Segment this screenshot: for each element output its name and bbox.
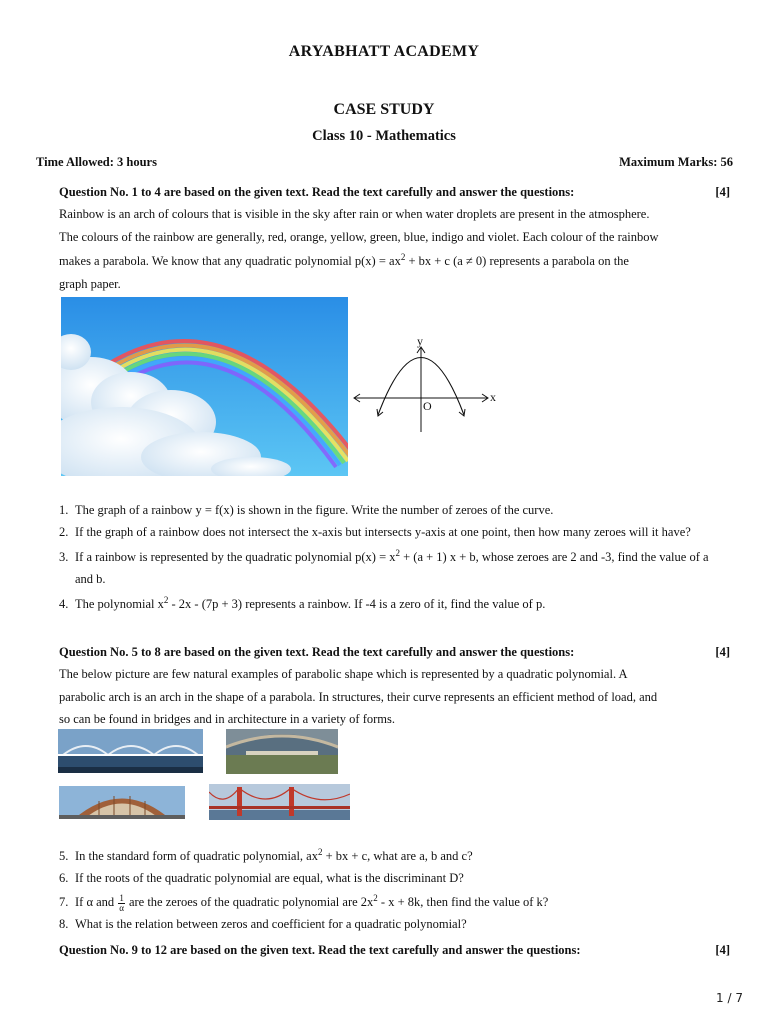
section2-marks: [4] [715, 645, 730, 659]
school-name: ARYABHATT ACADEMY [288, 43, 480, 60]
tunnel-arch-photo [226, 729, 338, 774]
arch-bridge-photo [58, 729, 203, 773]
section3-heading [59, 943, 730, 958]
question-5: 5. In the standard form of quadratic polynomial, $ax^2$ + bx + c, what are a, b and c? [59, 847, 473, 863]
page-number: 1 / 7 [716, 991, 743, 1005]
section2-heading [59, 645, 730, 660]
section3-heading-text: Question No. 9 to 12 are based on the given text. Read the text carefully and answer the questions: [59, 943, 581, 957]
section1-marks: [4] [715, 185, 730, 199]
passage-line: graph paper. [59, 277, 121, 291]
section1-passage [59, 203, 719, 294]
page-title: CASE STUDY [333, 101, 435, 118]
section1-heading [59, 185, 730, 200]
question-7: 7. If α and $\frac{1}{\alpha}$ are the zeroes of the quadratic polynomial are $2x^2 - x + 8k$, then find the value of k? [59, 892, 549, 913]
question-2: 2. If the graph of a rainbow does not intersect the x-axis but intersects y-axis at one point, then how many zeroes will it have? [59, 525, 691, 539]
question-8: 8. What is the relation between zeros and coefficient for a quadratic polynomial? [59, 917, 467, 931]
question-6: 6. If the roots of the quadratic polynomial are equal, what is the discriminant D? [59, 871, 464, 885]
passage-line: makes a parabola. We know that any quadratic polynomial $p(x) = ax^2$ + bx + c (a ≠ 0) represents a parabola on the [59, 252, 629, 268]
passage-line: The below picture are few natural examples of parabolic shape which is represented by a quadratic polynomial. A [59, 667, 628, 681]
question-1: 1. The graph of a rainbow y = f(x) is shown in the figure. Write the number of zeroes of the curve. [59, 503, 554, 517]
section2-passage [59, 663, 719, 731]
graph-origin-label: O [423, 399, 432, 413]
section3-marks: [4] [715, 943, 730, 957]
question-3: 3. If a rainbow is represented by the quadratic polynomial $p(x) = x^2 + (a + 1) x + b$, whose zeroes are 2 and -3, find the value of a and b. [59, 548, 709, 586]
fraction-one-over-alpha: $\frac{1}{\alpha}$ [119, 892, 124, 913]
section2-questions [59, 845, 719, 933]
passage-line: The colours of the rainbow are generally, red, orange, yellow, green, blue, indigo and violet. Each colour of the rainbow [59, 229, 659, 244]
passage-line: so can be found in bridges and in architecture in a variety of forms. [59, 712, 395, 726]
question-4: 4. The polynomial $x^2 - 2x - (7p + 3)$ represents a rainbow. If -4 is a zero of it, find the value of p. [59, 595, 546, 611]
section1-heading-text: Question No. 1 to 4 are based on the given text. Read the text carefully and answer the questions: [59, 185, 575, 199]
maximum-marks: Maximum Marks: 56 [619, 155, 733, 169]
graph-x-label: x [490, 390, 496, 404]
passage-line: parabolic arch is an arch in the shape of a parabola. In structures, their curve represents an efficient method of load, and [59, 689, 658, 704]
suspension-bridge-photo [209, 784, 350, 820]
time-allowed: Time Allowed: 3 hours [36, 155, 157, 169]
section1-questions [59, 499, 719, 615]
page-subtitle: Class 10 - Mathematics [312, 128, 456, 144]
graph-y-label: y [417, 334, 423, 348]
arch-building-photo [59, 786, 185, 819]
section2-heading-text: Question No. 5 to 8 are based on the given text. Read the text carefully and answer the questions: [59, 645, 575, 659]
passage-line: Rainbow is an arch of colours that is visible in the sky after rain or when water droplets are present in the atmosphere. [59, 207, 650, 221]
rainbow-photo [61, 297, 348, 476]
parabola-graph [350, 335, 500, 435]
